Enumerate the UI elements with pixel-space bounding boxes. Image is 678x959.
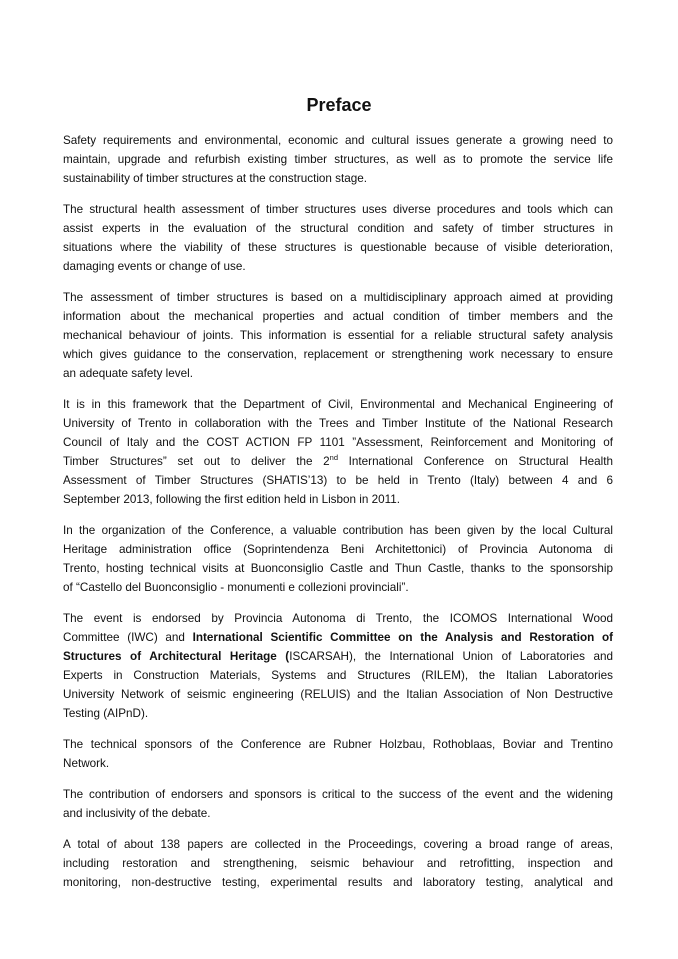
text-segment: monitoring, non-destructive testing, experimental results and laboratory testing, analytical and: [63, 876, 613, 889]
text-line: [63, 704, 613, 723]
text-line: [63, 238, 613, 257]
text-segment: Council of Italy and the COST ACTION FP 1101 ”Assessment, Reinforcement and Monitoring of: [63, 436, 613, 449]
paragraph: [63, 131, 613, 188]
text-line: [63, 835, 613, 854]
page-title: Preface: [306, 95, 372, 116]
text-segment: The structural health assessment of timber structures uses diverse procedures and tools which can: [63, 203, 613, 216]
superscript: nd: [329, 453, 338, 462]
text-segment: including restoration and strengthening, seismic behaviour and retrofitting, inspection and: [63, 857, 613, 870]
text-line: [63, 288, 613, 307]
text-segment: of “Castello del Buonconsiglio - monumenti e collezioni provinciali”.: [63, 581, 409, 594]
text-line: [63, 578, 613, 597]
text-segment: International Conference on Structural Health: [338, 455, 613, 468]
text-line: [63, 490, 613, 509]
text-segment: situations where the viability of these structures is questionable because of visible deterioration,: [63, 241, 613, 254]
text-line: [63, 540, 613, 559]
text-segment: September 2013, following the first edition held in Lisbon in 2011.: [63, 493, 400, 506]
paragraph: [63, 835, 613, 892]
text-line: [63, 647, 613, 666]
text-line: [63, 471, 613, 490]
bold-text: International Scientific Committee on the Analysis and Restoration of: [192, 631, 613, 644]
text-segment: Assessment of Timber Structures (SHATIS’13) to be held in Trento (Italy) between 4 and 6: [63, 474, 613, 487]
text-segment: A total of about 138 papers are collected in the Proceedings, covering a broad range of areas,: [63, 838, 613, 851]
text-segment: Timber Structures” set out to deliver the 2: [63, 455, 330, 468]
text-line: [63, 414, 613, 433]
text-line: [63, 200, 613, 219]
text-line: [63, 150, 613, 169]
text-line: [63, 804, 613, 823]
text-segment: University Network of seismic engineering (RELUIS) and the Italian Association of Non Destructive: [63, 688, 613, 701]
paragraph: [63, 521, 613, 597]
text-segment: assist experts in the evaluation of the structural condition and safety of timber structures in: [63, 222, 613, 235]
text-segment: mechanical behaviour of joints. This information is essential for a reliable structural safety analysis: [63, 329, 613, 342]
text-segment: ISCARSAH), the International Union of Laboratories and: [289, 650, 614, 663]
paragraph: [63, 395, 613, 509]
paragraph: [63, 735, 613, 773]
text-line: [63, 666, 613, 685]
text-segment: Safety requirements and environmental, economic and cultural issues generate a growing need to: [63, 134, 613, 147]
text-line: [63, 854, 613, 873]
text-segment: sustainability of timber structures at the construction stage.: [63, 172, 368, 185]
bold-text: Structures of Architectural Heritage (: [63, 650, 290, 663]
text-line: [63, 307, 613, 326]
text-line: [63, 735, 613, 754]
text-line: [63, 326, 613, 345]
text-segment: damaging events or change of use.: [63, 260, 246, 273]
text-line: [63, 169, 613, 188]
text-line: [63, 257, 613, 276]
text-line: [63, 609, 613, 628]
paragraph: [63, 200, 613, 276]
text-segment: an adequate safety level.: [63, 367, 193, 380]
text-line: [63, 219, 613, 238]
text-segment: In the organization of the Conference, a valuable contribution has been given by the local Cultural: [63, 524, 613, 537]
text-line: [63, 785, 613, 804]
preface-body: [63, 131, 613, 904]
text-segment: maintain, upgrade and refurbish existing timber structures, as well as to promote the service life: [63, 153, 613, 166]
paragraph: [63, 288, 613, 383]
text-line: [63, 395, 613, 414]
text-line: [63, 345, 613, 364]
text-line: [63, 433, 613, 452]
paragraph: [63, 785, 613, 823]
text-segment: The event is endorsed by Provincia Autonoma di Trento, the ICOMOS International Wood: [63, 612, 613, 625]
text-segment: Testing (AIPnD).: [63, 707, 149, 720]
text-segment: Heritage administration office (Soprintendenza Beni Architettonici) of Provincia Autonoma di: [63, 543, 613, 556]
text-line: [63, 559, 613, 578]
text-segment: The contribution of endorsers and sponsors is critical to the success of the event and the widening: [63, 788, 613, 801]
text-segment: Committee (IWC) and: [63, 631, 193, 644]
text-line: [63, 685, 613, 704]
text-line: [63, 364, 613, 383]
text-line: [63, 131, 613, 150]
text-line: [63, 521, 613, 540]
text-segment: and inclusivity of the debate.: [63, 807, 211, 820]
text-segment: Experts in Construction Materials, Systems and Structures (RILEM), the Italian Laboratories: [63, 669, 613, 682]
text-segment: which gives guidance to the conservation, replacement or strengthening work necessary to ensure: [63, 348, 613, 361]
text-line: [63, 452, 613, 471]
text-line: [63, 754, 613, 773]
text-segment: The technical sponsors of the Conference are Rubner Holzbau, Rothoblaas, Boviar and Trentino: [63, 738, 613, 751]
text-segment: Trento, hosting technical visits at Buonconsiglio Castle and Thun Castle, thanks to the sponsorship: [63, 562, 613, 575]
text-segment: information about the mechanical properties and actual condition of timber members and the: [63, 310, 613, 323]
text-line: [63, 873, 613, 892]
paragraph: [63, 609, 613, 723]
text-segment: Network.: [63, 757, 110, 770]
text-line: [63, 628, 613, 647]
text-segment: University of Trento in collaboration with the Trees and Timber Institute of the National Research: [63, 417, 613, 430]
text-segment: The assessment of timber structures is based on a multidisciplinary approach aimed at providing: [63, 291, 613, 304]
text-segment: It is in this framework that the Department of Civil, Environmental and Mechanical Engineering of: [63, 398, 613, 411]
